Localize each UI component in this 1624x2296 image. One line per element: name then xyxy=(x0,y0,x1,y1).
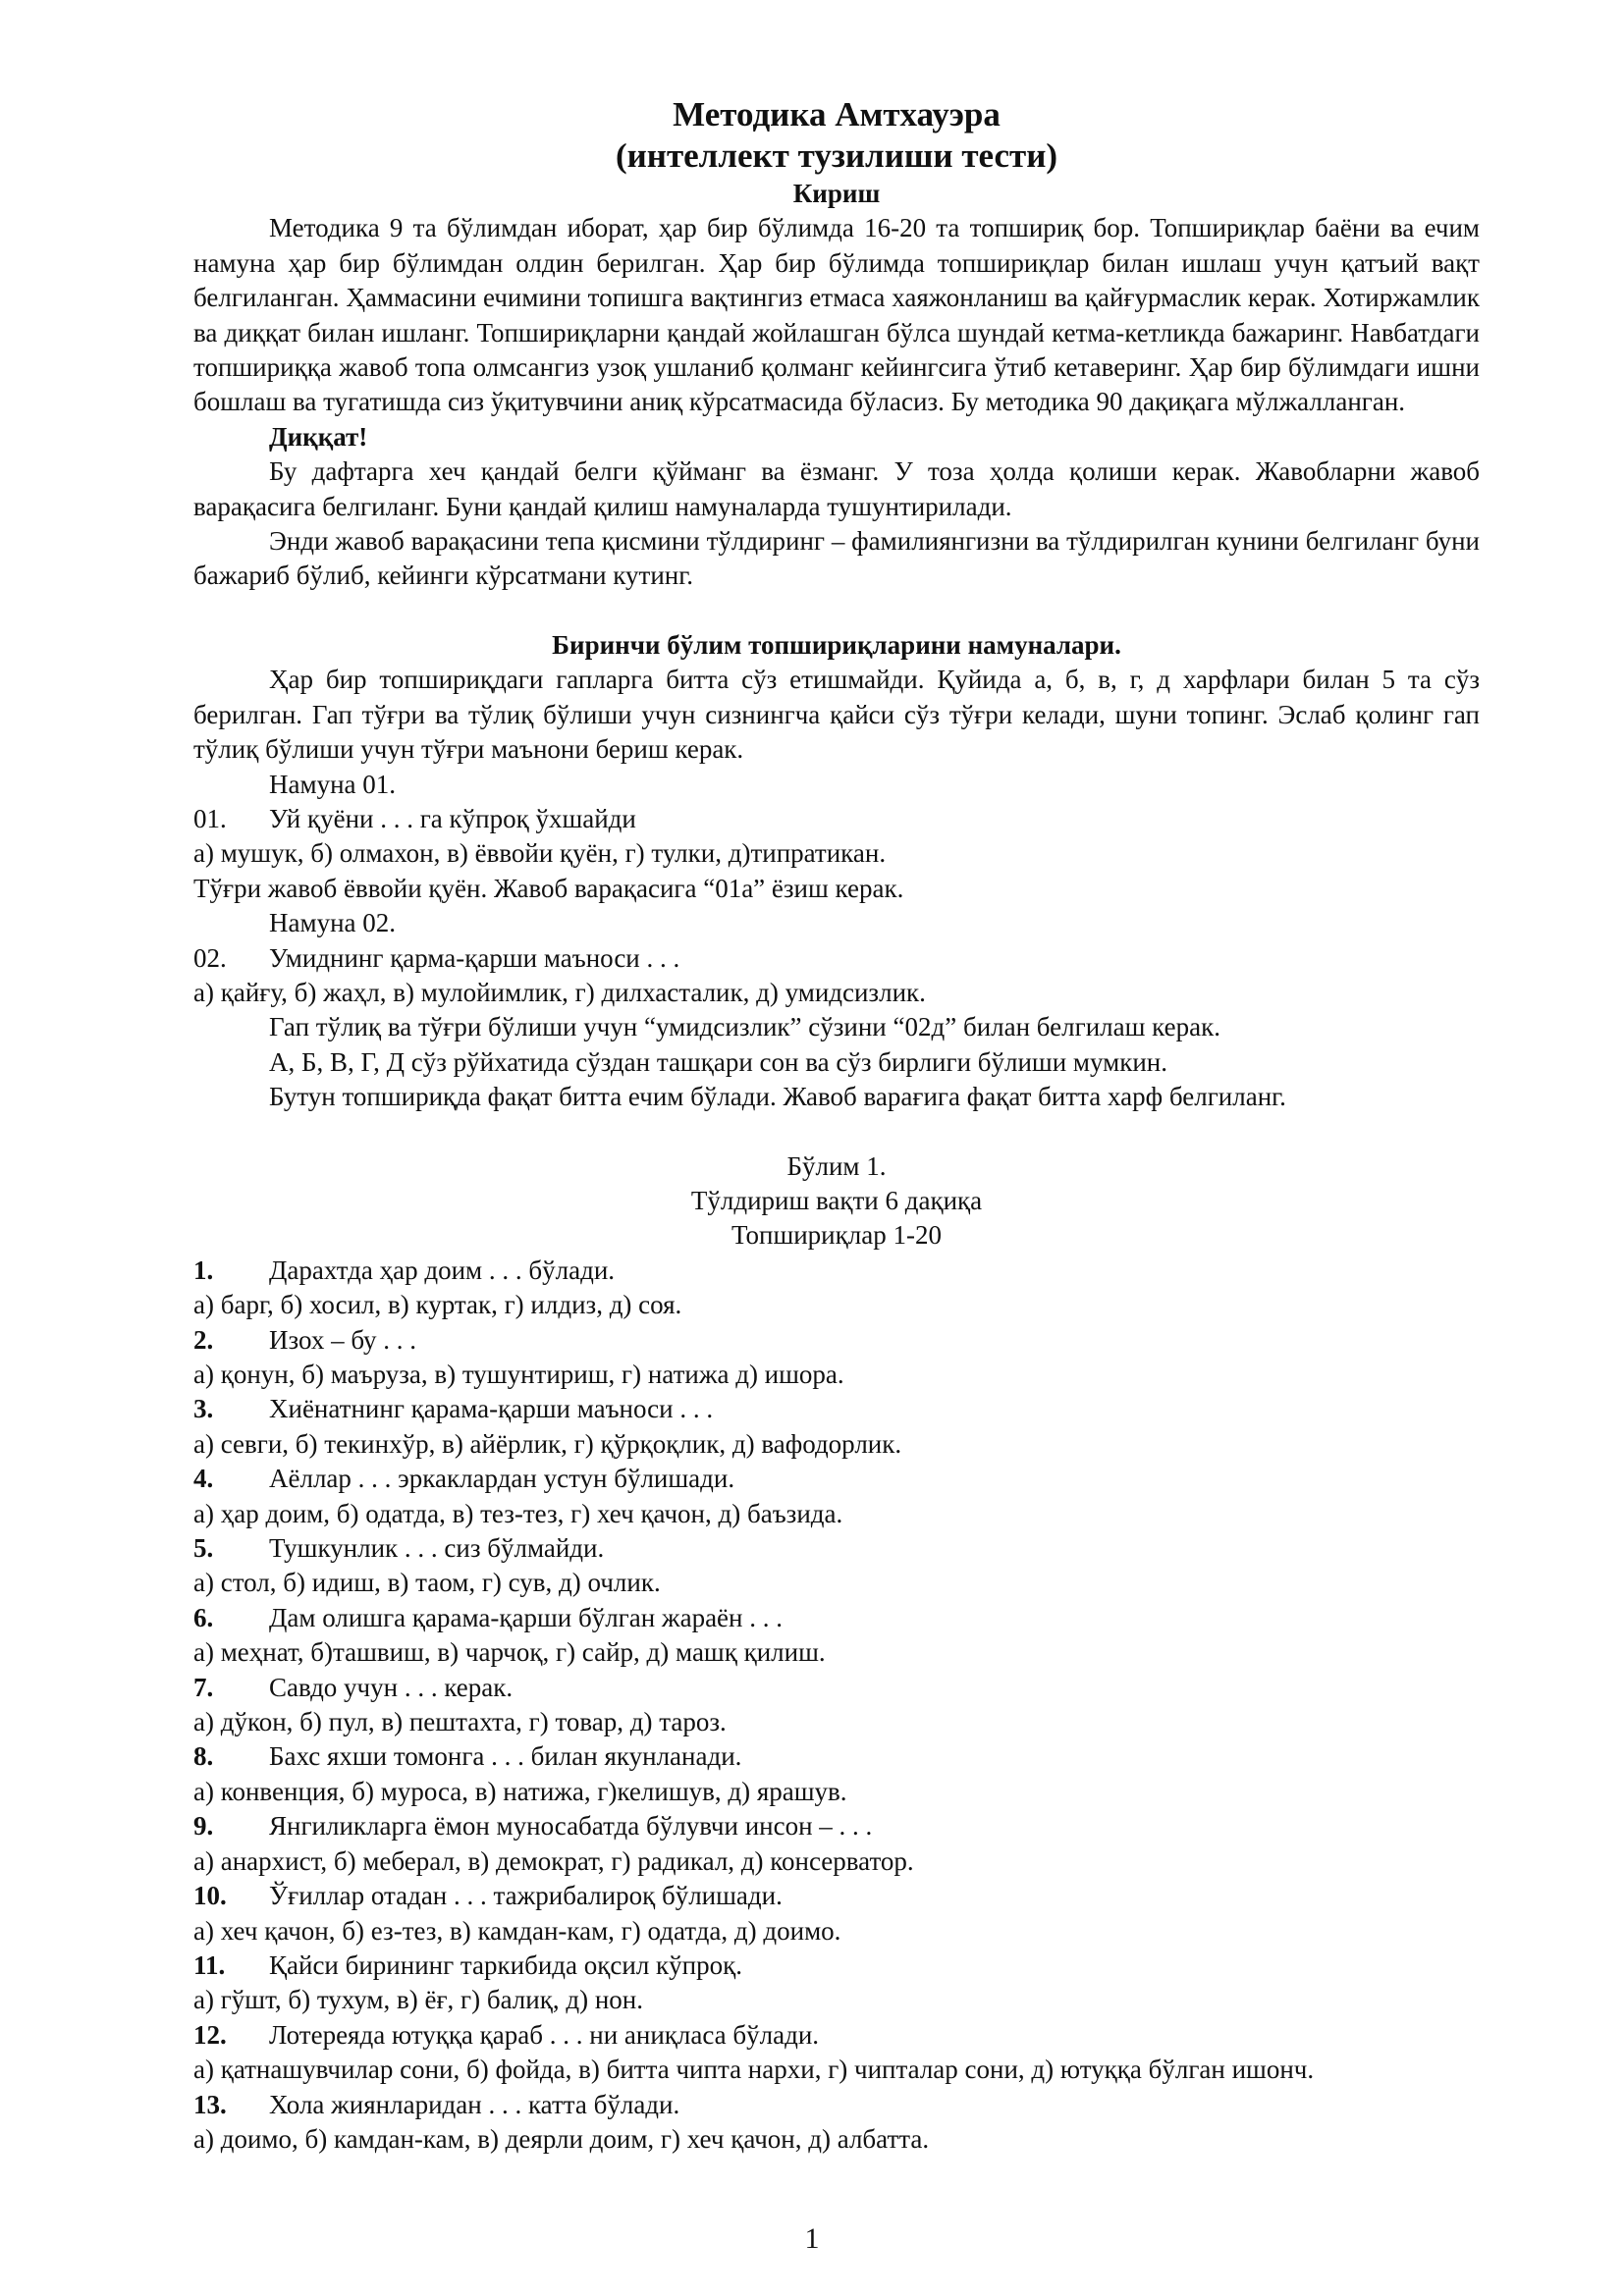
section-tasks: Топшириқлар 1-20 xyxy=(731,1220,942,1251)
task-item xyxy=(193,1601,1480,1671)
spacer xyxy=(193,594,1480,628)
task-question-row xyxy=(193,1739,1480,1774)
task-question-row xyxy=(193,1392,1480,1426)
task-question: Изох – бу . . . xyxy=(269,1324,417,1355)
sample1-question-row xyxy=(193,802,1480,836)
task-question: Қайси бирининг таркибида оқсил кўпроқ. xyxy=(269,1949,742,1980)
task-question: Хола жиянларидан . . . катта бўлади. xyxy=(269,2089,680,2119)
sample2-question-row xyxy=(193,941,1480,976)
attention-heading: Диққат! xyxy=(269,421,368,452)
task-item xyxy=(193,2018,1480,2088)
samples-paragraph: Ҳар бир топшириқдаги гапларга битта сўз етишмайди. Қуйида а, б, в, г, д харфлари билан 5 та сўз берилган. Гап тўғри ва тўлиқ бўлиши учун сизнингча қайси сўз тўғри келади, шуни топинг. Эслаб қолинг гап тўлиқ бўлиши учун тўғри маънони бериш керак. xyxy=(193,665,1480,765)
task-item xyxy=(193,1809,1480,1879)
task-options: а) қатнашувчилар сони, б) фойда, в) битта чипта нархи, г) чипталар сони, д) ютуққа бўлган ишонч. xyxy=(193,2055,1315,2085)
task-options: а) хеч қачон, б) ез-тез, в) камдан-кам, г) одатда, д) доимо. xyxy=(193,1915,841,1946)
task-number: 8. xyxy=(193,1741,214,1772)
task-item xyxy=(193,1739,1480,1809)
task-question-row xyxy=(193,1671,1480,1705)
task-question: Лотереяда ютуққа қараб . . . ни аниқласа бўлади. xyxy=(269,2019,820,2050)
intro-heading: Кириш xyxy=(792,179,881,208)
document-title: Методика Амтхауэра xyxy=(673,95,1001,133)
task-options: а) ҳар доим, б) одатда, в) тез-тез, г) хеч қачон, д) баъзида. xyxy=(193,1498,843,1528)
task-question-row xyxy=(193,1601,1480,1635)
samples-heading: Биринчи бўлим топшириқларини намуналари. xyxy=(552,629,1121,660)
task-question: Дарахтда ҳар доим . . . бўлади. xyxy=(269,1255,616,1285)
attention-paragraph: Бу дафтарга хеч қандай белги қўйманг ва ёзманг. У тоза ҳолда қолиши керак. Жавобларни жавоб варақасига белгиланг. Буни қандай қилиш намуналарда тушунтирилади. xyxy=(193,456,1480,521)
section-title: Бўлим 1. xyxy=(786,1150,887,1181)
task-options: а) гўшт, б) тухум, в) ёғ, г) балиқ, д) нон. xyxy=(193,1985,643,2015)
sample2-question: Умиднинг қарма-қарши маъноси . . . xyxy=(269,942,680,973)
task-options: а) доимо, б) камдан-кам, в) деярли доим, г) хеч қачон, д) албатта. xyxy=(193,2123,930,2154)
spacer xyxy=(193,1115,1480,1149)
task-options: а) стол, б) идиш, в) таом, г) сув, д) очлик. xyxy=(193,1568,661,1598)
task-number: 12. xyxy=(193,2019,227,2050)
task-options: а) меҳнат, б)ташвиш, в) чарчоқ, г) сайр, д) машқ қилиш. xyxy=(193,1637,826,1668)
task-question-row xyxy=(193,1809,1480,1843)
sample1-label: Намуна 01. xyxy=(269,769,397,799)
task-question-row xyxy=(193,1531,1480,1566)
note-2: А, Б, В, Г, Д сўз рўйхатида сўздан ташқари сон ва сўз бирлиги бўлиши мумкин. xyxy=(269,1046,1167,1077)
task-question-row xyxy=(193,1323,1480,1358)
task-number: 5. xyxy=(193,1533,214,1564)
task-question: Тушкунлик . . . сиз бўлмайди. xyxy=(269,1533,605,1564)
task-options: а) конвенция, б) муроса, в) натижа, г)келишув, д) ярашув. xyxy=(193,1776,847,1806)
task-item xyxy=(193,1323,1480,1393)
task-question: Дам олишга қарама-қарши бўлган жараён . . . xyxy=(269,1602,783,1632)
task-question: Хиёнатнинг қарама-қарши маъноси . . . xyxy=(269,1394,714,1424)
task-number: 11. xyxy=(193,1949,226,1980)
task-question: Савдо учун . . . керак. xyxy=(269,1672,514,1702)
task-number: 4. xyxy=(193,1464,214,1494)
task-number: 3. xyxy=(193,1394,214,1424)
task-item xyxy=(193,2088,1480,2158)
task-number: 7. xyxy=(193,1672,214,1702)
task-options: а) барг, б) хосил, в) куртак, г) илдиз, д) соя. xyxy=(193,1290,682,1320)
task-question-row xyxy=(193,1949,1480,1983)
task-options: а) анархист, б) меберал, в) демократ, г) радикал, д) консерватор. xyxy=(193,1845,914,1876)
document-body xyxy=(193,94,1480,2157)
page-number: 1 xyxy=(804,2222,820,2255)
task-item xyxy=(193,1392,1480,1462)
note-1: Гап тўлиқ ва тўғри бўлиши учун “умидсизлик” сўзини “02д” билан белгилаш керак. xyxy=(269,1012,1220,1042)
task-number: 10. xyxy=(193,1881,227,1911)
task-number: 6. xyxy=(193,1602,214,1632)
sample1-options: а) мушук, б) олмахон, в) ёввойи қуён, г) тулки, д)типратикан. xyxy=(193,838,887,869)
task-question: Бахс яхши томонга . . . билан якунланади. xyxy=(269,1741,742,1772)
task-question: Ўғиллар отадан . . . тажрибалироқ бўлишади. xyxy=(269,1881,783,1911)
task-options: а) қонун, б) маъруза, в) тушунтириш, г) натижа д) ишора. xyxy=(193,1360,844,1389)
task-item xyxy=(193,1531,1480,1601)
sample1-question: Уй қуёни . . . га кўпроқ ўхшайди xyxy=(269,803,636,833)
task-number: 1. xyxy=(193,1255,214,1285)
task-question-row xyxy=(193,1462,1480,1496)
answer-sheet-paragraph: Энди жавоб варақасини тепа қисмини тўлдиринг – фамилиянгизни ва тўлдирилган кунини белгиланг буни бажариб бўлиб, кейинги кўрсатмани кутинг. xyxy=(193,526,1480,591)
task-item xyxy=(193,1671,1480,1740)
sample1-answer: Тўғри жавоб ёввойи қуён. Жавоб варақасига “01а” ёзиш керак. xyxy=(193,873,904,903)
sample2-number: 02. xyxy=(193,942,227,973)
sample2-options: а) қайғу, б) жаҳл, в) мулойимлик, г) дилхасталик, д) умидсизлик. xyxy=(193,977,926,1007)
task-item xyxy=(193,1879,1480,1949)
task-item xyxy=(193,1462,1480,1531)
section-time: Тўлдириш вақти 6 дақиқа xyxy=(690,1185,983,1215)
task-question: Аёллар . . . эркаклардан устун бўлишади. xyxy=(269,1464,735,1494)
task-question-row xyxy=(193,1254,1480,1288)
task-question: Янгиликларга ёмон муносабатда бўлувчи инсон – . . . xyxy=(269,1811,873,1842)
sample1-number: 01. xyxy=(193,803,227,833)
task-question-row xyxy=(193,2018,1480,2053)
task-number: 2. xyxy=(193,1324,214,1355)
task-question-row xyxy=(193,2088,1480,2122)
task-number: 13. xyxy=(193,2089,227,2119)
task-item xyxy=(193,1254,1480,1323)
task-item xyxy=(193,1949,1480,2018)
task-number: 9. xyxy=(193,1811,214,1842)
document-subtitle: (интеллект тузилиши тести) xyxy=(615,136,1058,175)
task-options: а) севги, б) текинхўр, в) айёрлик, г) қўрқоқлик, д) вафодорлик. xyxy=(193,1428,902,1459)
task-question-row xyxy=(193,1879,1480,1913)
task-list xyxy=(193,1254,1480,2158)
sample2-label: Намуна 02. xyxy=(269,908,397,938)
note-3: Бутун топшириқда фақат битта ечим бўлади. Жавоб варағига фақат битта харф белгиланг. xyxy=(269,1082,1286,1112)
intro-paragraph: Методика 9 та бўлимдан иборат, ҳар бир бўлимда 16-20 та топшириқ бор. Топшириқлар баёни ва ечим намуна ҳар бир бўлимдан олдин берилган. Ҳар бир бўлимда топшириқлар билан ишлаш учун қатъий вақт белгиланган. Ҳаммасини ечимини топишга вақтингиз етмаса хаяжонланиш ва қайғурмаслик керак. Хотиржамлик ва диққат билан ишланг. Топшириқларни қандай жойлашган бўлса шундай кетма-кетликда бажаринг. Навбатдаги топшириққа жавоб топа олмсангиз узоқ ушланиб қолманг кейингсига ўтиб кетаверинг. Ҳар бир бўлимдаги ишни бошлаш ва тугатишда сиз ўқитувчини аниқ кўрсатмасида бўласиз. Бу методика 90 дақиқага мўлжалланган. xyxy=(193,213,1480,417)
task-options: а) дўкон, б) пул, в) пештахта, г) товар, д) тароз. xyxy=(193,1707,727,1737)
